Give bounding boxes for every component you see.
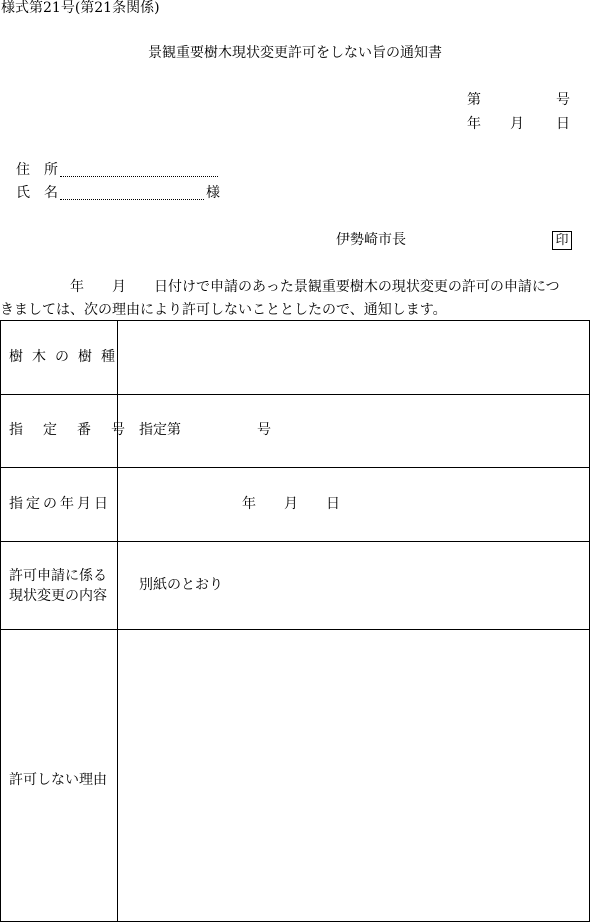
table-row-divider bbox=[1, 467, 589, 468]
table-row-divider bbox=[1, 394, 589, 395]
table-row-divider bbox=[1, 629, 589, 630]
change-content-value: 別紙のとおり bbox=[139, 577, 223, 593]
table-row-divider bbox=[1, 541, 589, 542]
document-title: 景観重要樹木現状変更許可をしない旨の通知書 bbox=[148, 45, 442, 61]
name-label: 氏 名 bbox=[16, 185, 58, 201]
table-column-divider bbox=[117, 321, 118, 921]
date-day-label: 日 bbox=[556, 116, 570, 132]
address-label: 住 所 bbox=[16, 162, 58, 178]
designation-number-label: 指定番号 bbox=[9, 422, 145, 438]
designation-number-prefix: 指定第 bbox=[139, 422, 181, 438]
body-paragraph: 年 月 日付けで申請のあった景観重要樹木の現状変更の許可の申請につ きましては、次の理由により許可しないこととしたので、通知します。 bbox=[0, 279, 560, 318]
designation-date-value: 年 月 日 bbox=[242, 496, 340, 512]
seal-box: 印 bbox=[552, 231, 572, 250]
address-field-line bbox=[60, 176, 218, 177]
document-number-suffix: 号 bbox=[556, 92, 570, 108]
date-month-label: 月 bbox=[510, 116, 524, 132]
designation-date-label: 指定の年月日 bbox=[9, 496, 111, 512]
change-content-label: 許可申請に係る 現状変更の内容 bbox=[9, 568, 107, 604]
form-number-label: 様式第21号(第21条関係) bbox=[1, 0, 160, 16]
document-number-prefix: 第 bbox=[467, 92, 481, 108]
issuer-name: 伊勢崎市長 bbox=[336, 232, 406, 248]
refusal-reason-label: 許可しない理由 bbox=[9, 772, 107, 788]
tree-species-label: 樹木の樹種 bbox=[9, 349, 124, 365]
details-table bbox=[0, 320, 590, 922]
designation-number-suffix: 号 bbox=[257, 422, 271, 438]
name-field-line bbox=[60, 199, 204, 200]
date-year-label: 年 bbox=[467, 116, 481, 132]
honorific-label: 様 bbox=[206, 185, 220, 201]
